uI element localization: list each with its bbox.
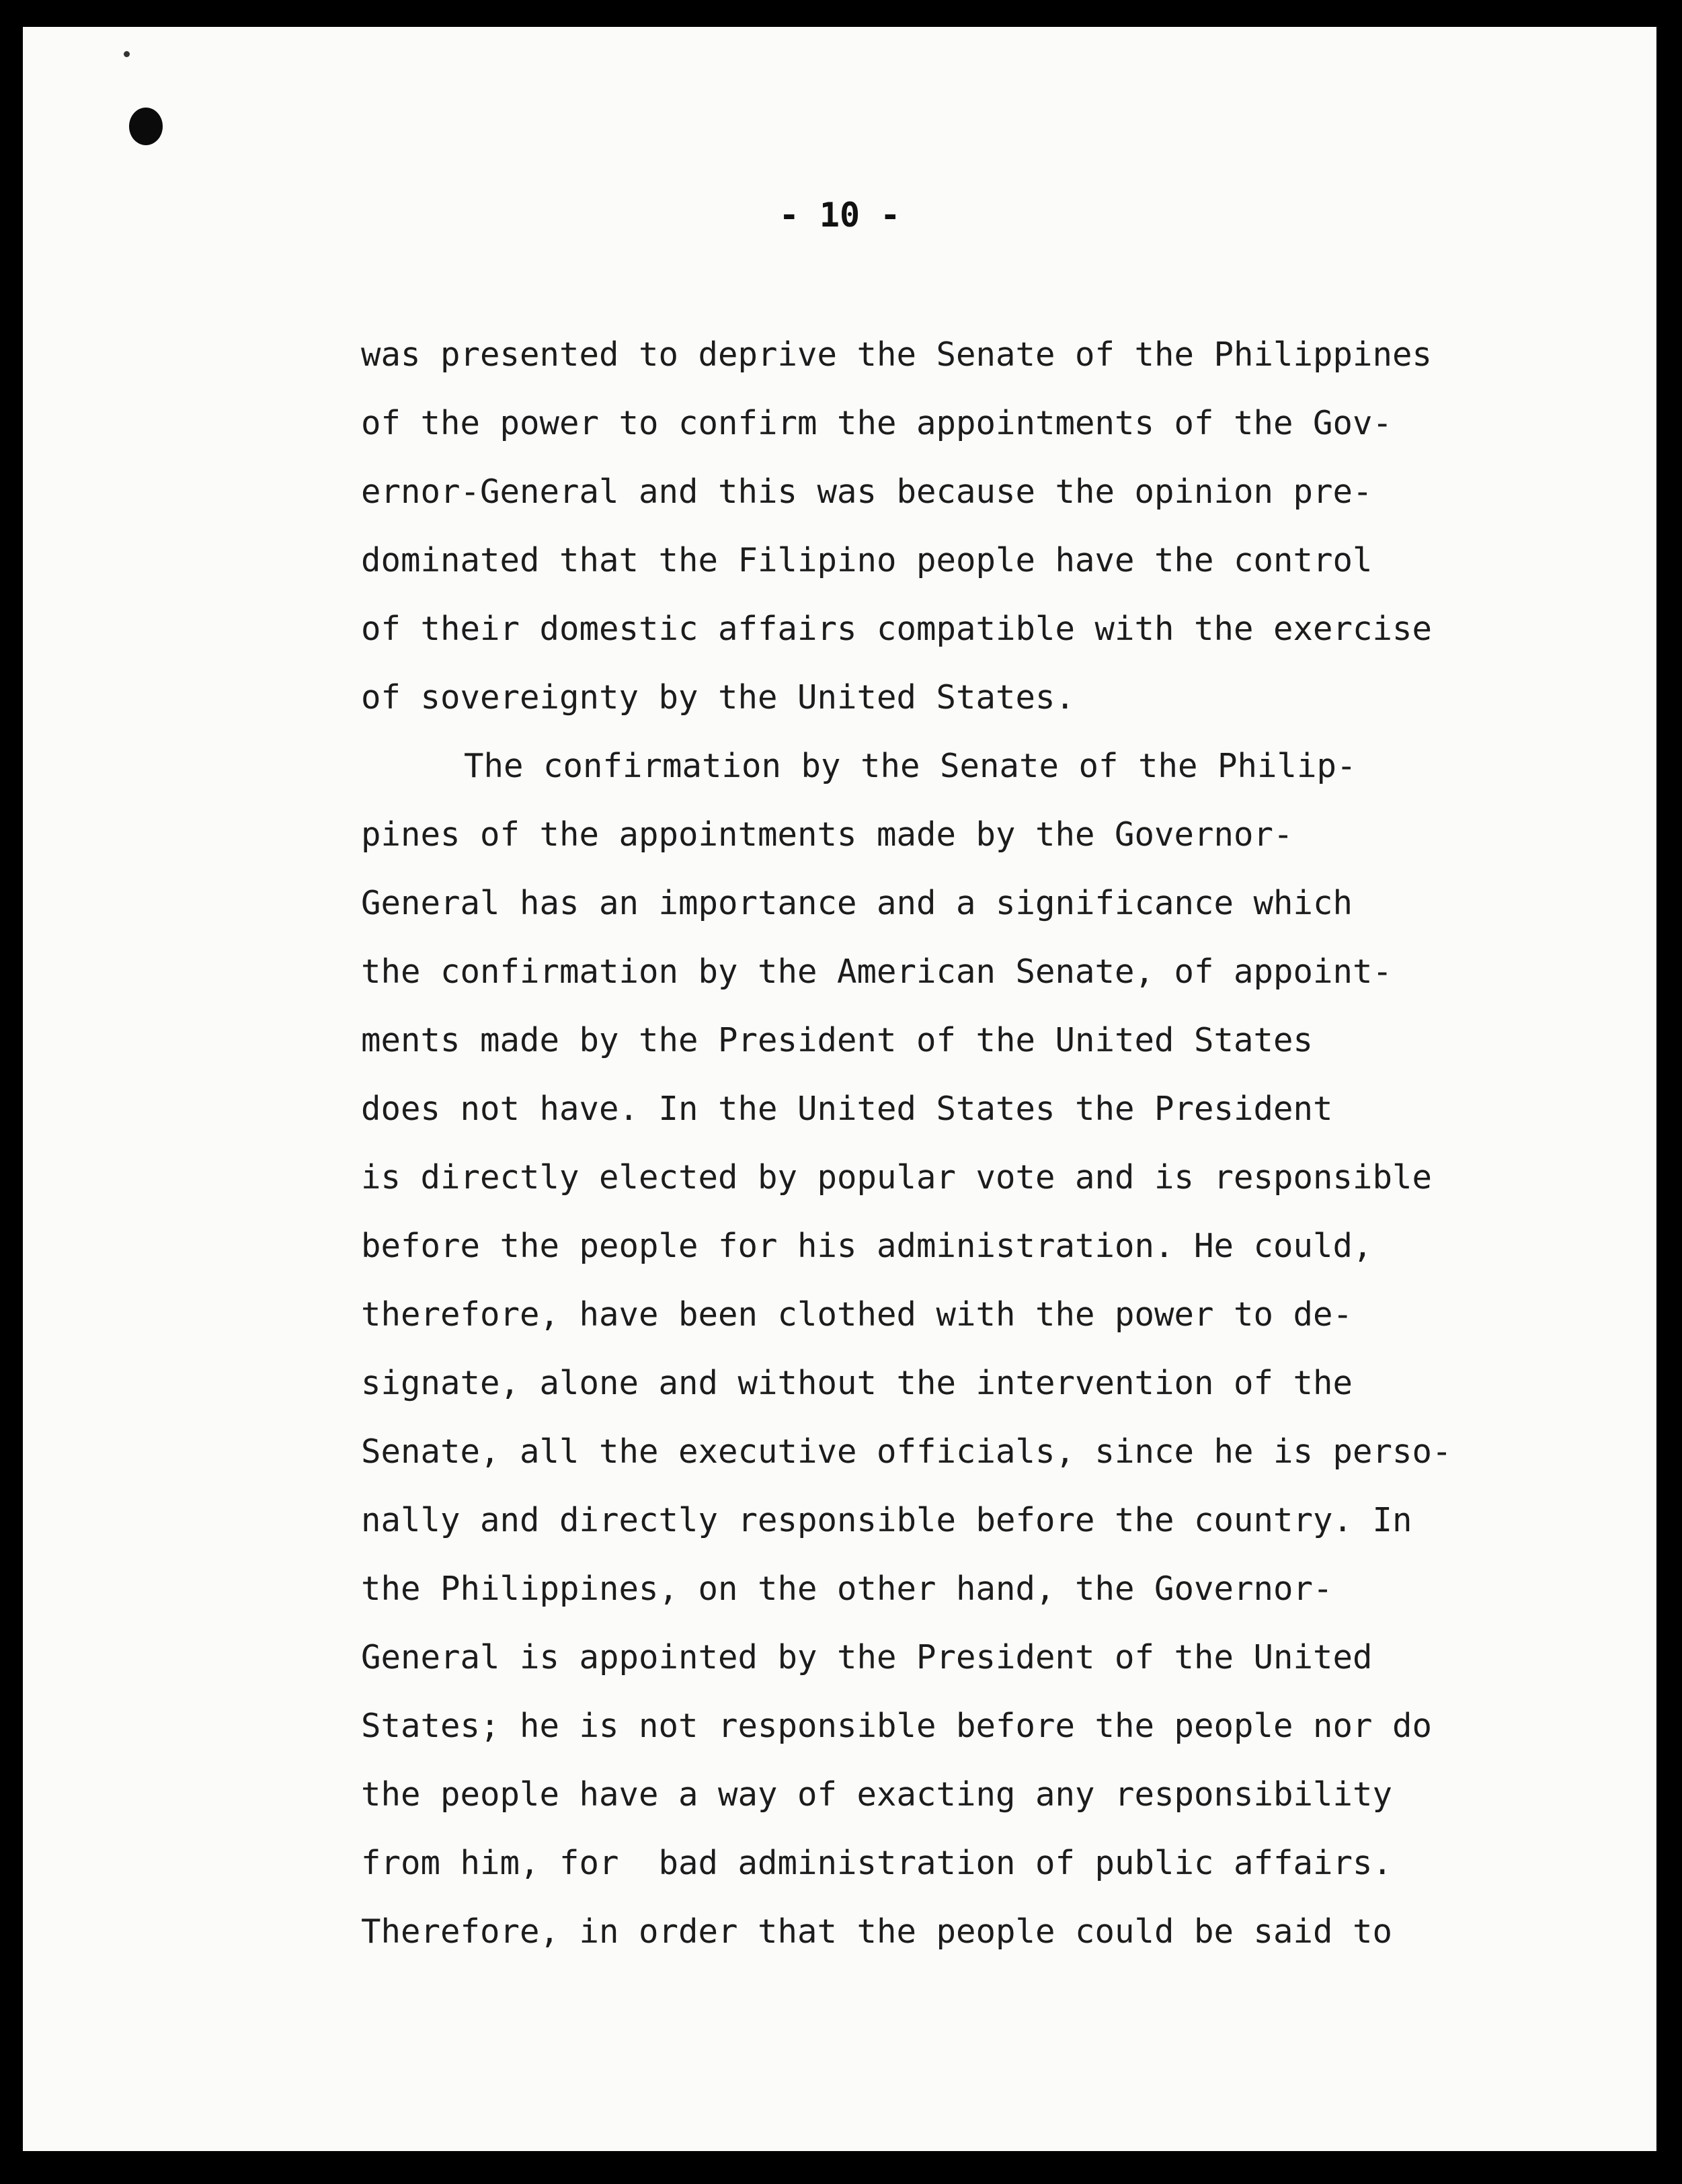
text-line-9: General has an importance and a significance which [361, 884, 1353, 922]
page-number: - 10 - [778, 196, 901, 235]
text-line-10: the confirmation by the American Senate, of appoint- [361, 953, 1393, 991]
ink-speck [124, 51, 130, 57]
text-line-11: ments made by the President of the United States [361, 1021, 1314, 1059]
text-line-24: Therefore, in order that the people could be said to [361, 1912, 1393, 1951]
text-line-6: of sovereignty by the United States. [361, 678, 1076, 717]
text-line-16: signate, alone and without the intervention of the [361, 1364, 1353, 1402]
text-line-19: the Philippines, on the other hand, the Governor- [361, 1570, 1333, 1608]
text-line-20: General is appointed by the President of the United [361, 1638, 1373, 1676]
text-line-4: dominated that the Filipino people have the control [361, 541, 1373, 579]
text-line-15: therefore, have been clothed with the power to de- [361, 1295, 1353, 1334]
text-line-17: Senate, all the executive officials, since he is perso- [361, 1432, 1452, 1471]
text-line-5: of their domestic affairs compatible with the exercise [361, 610, 1433, 648]
text-line-7: The confirmation by the Senate of the Philip- [464, 747, 1357, 785]
text-line-18: nally and directly responsible before the country. In [361, 1501, 1412, 1539]
text-line-8: pines of the appointments made by the Governor- [361, 815, 1293, 854]
punch-hole [129, 108, 163, 145]
text-line-14: before the people for his administration. He could, [361, 1227, 1373, 1265]
typewritten-page [23, 27, 1656, 2151]
text-line-22: the people have a way of exacting any responsibility [361, 1775, 1393, 1814]
text-line-1: was presented to deprive the Senate of the Philippines [361, 335, 1433, 374]
text-line-2: of the power to confirm the appointments of the Gov- [361, 404, 1393, 442]
text-line-21: States; he is not responsible before the people nor do [361, 1707, 1433, 1745]
text-line-12: does not have. In the United States the President [361, 1090, 1333, 1128]
text-line-3: ernor-General and this was because the opinion pre- [361, 473, 1373, 511]
text-line-13: is directly elected by popular vote and is responsible [361, 1158, 1433, 1197]
text-line-23: from him, for bad administration of public affairs. [361, 1844, 1393, 1882]
